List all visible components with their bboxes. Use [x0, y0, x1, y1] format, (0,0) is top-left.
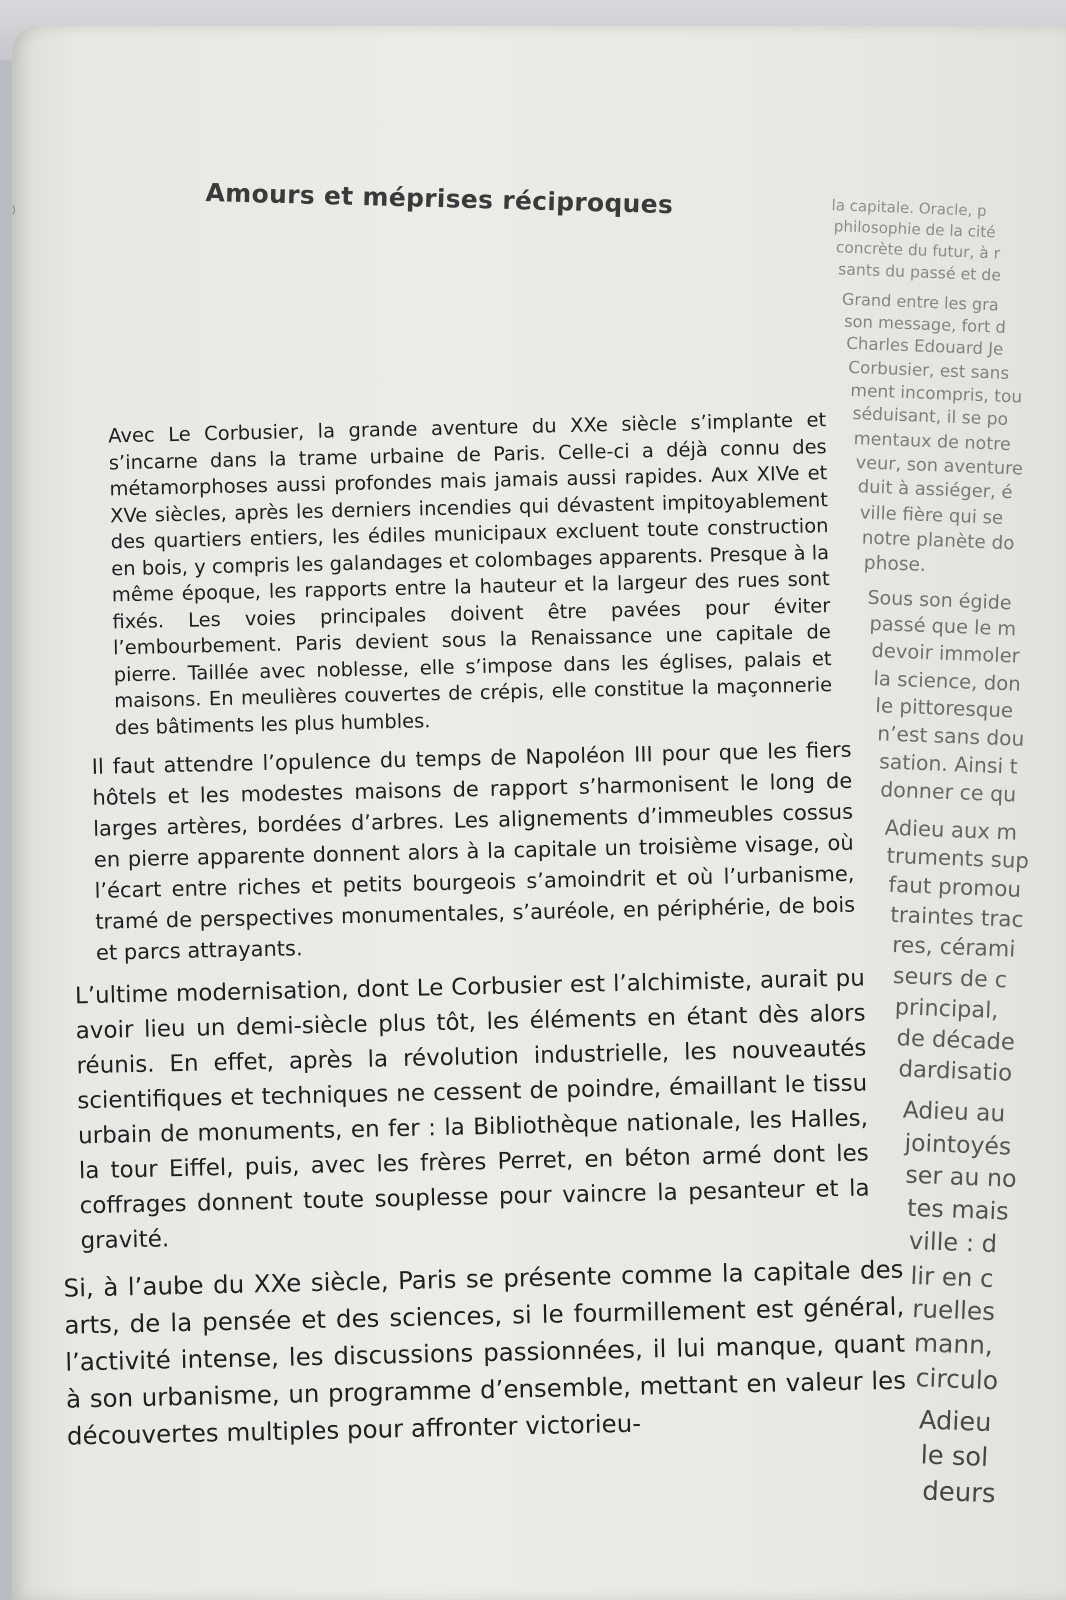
side-column-line: sation. Ainsi t: [878, 749, 1019, 779]
paragraph-3: L’ultime modernisation, dont Le Corbusier est l’alchimiste, aurait pu avoir lieu un demi-siècle plus tôt, les éléments en étant dès alors réunis. En effet, après la révolution industrielle, les nouveautés scientifiques et techniques ne cessent de poindre, émaillant le tissu urbain de monuments, en fer : la Bibliothèque nationale, les Halles, la tour Eiffel, puis, avec les frères Perret, en béton armé dont les coffrages donnent toute souplesse pour vaincre la pesanteur et la gravité.: [74, 965, 870, 1255]
side-column-line: Charles Edouard Je: [845, 334, 1004, 360]
side-column-line: traintes trac: [889, 902, 1024, 933]
section-heading: Amours et méprises réciproques: [205, 178, 674, 220]
side-column-line: Corbusier, est sans: [848, 357, 1010, 384]
side-column-line: Sous son égide: [867, 586, 1012, 615]
side-column-line: tes mais: [906, 1193, 1010, 1226]
adjacent-text-column: [780, 195, 1066, 1514]
side-column-line: n’est sans dou: [876, 720, 1025, 751]
side-column-line: Adieu au: [902, 1095, 1006, 1127]
side-column-line: mann,: [913, 1328, 994, 1361]
side-column-line: ville : d: [908, 1226, 998, 1259]
side-column-line: phose.: [863, 552, 927, 577]
main-text-column: [40, 407, 907, 1465]
side-column-line: jointoyés: [904, 1128, 1012, 1161]
side-column-line: séduisant, il se po: [852, 404, 1009, 430]
side-column-line: truments sup: [886, 843, 1030, 875]
side-column-line: devoir immoler: [871, 638, 1021, 668]
side-column-line: philosophie de la cité: [833, 216, 996, 242]
side-column-line: ruelles: [911, 1294, 996, 1327]
side-column-line: ment incompris, tou: [850, 380, 1023, 408]
side-column-line: res, cérami: [891, 932, 1016, 963]
side-column-line: mentaux de notre: [853, 428, 1012, 455]
side-column-line: notre planète do: [861, 527, 1015, 555]
side-column-line: principal,: [894, 993, 999, 1024]
side-column-line: sants du passé et de: [837, 259, 1002, 285]
side-column-line: concrète du futur, à r: [835, 237, 1001, 263]
side-column-line: duit à assiéger, é: [857, 476, 1013, 504]
side-column-line: dardisatio: [897, 1056, 1013, 1087]
side-column-line: le pittoresque: [874, 694, 1014, 723]
side-column-line: passé que le m: [869, 612, 1017, 641]
side-column-line: veur, son aventure: [855, 453, 1024, 480]
side-column-line: Adieu: [918, 1405, 992, 1439]
paragraph-1: Avec Le Corbusier, la grande aventure du XXe siècle s’implante et s’incarne dans la trame urbaine de Paris. Celle-ci a déjà connu des métamorphoses aussi profondes mais jamais aussi rapides. Aux XIVe et XVe siècles, après les derniers incendies qui dévastent impitoyablement des quartiers entiers, les édiles municipaux excluent toute construction en bois, y compris les galandages et colombages apparents. Presque à la même époque, les rapports entre la hauteur et la largeur des rues sont fixés. Les voies principales doivent être pavées pour éviter l’embourbement. Paris devient sous la Renaissance une capitale de pierre. Taillée avec noblesse, elle s’impose dans les églises, palais et maisons. En meulières couvertes de crépis, elle constitue la maçonnerie des bâtiments les plus humbles.: [108, 408, 833, 739]
side-column-line: Adieu aux m: [884, 814, 1018, 845]
side-column-line: son message, fort d: [843, 311, 1007, 337]
side-column-line: ville fière qui se: [859, 502, 1004, 529]
side-column-line: seurs de c: [892, 963, 1008, 994]
side-column-line: donner ce qu: [879, 777, 1017, 807]
paragraph-2: Il faut attendre l’opulence du temps de Napoléon III pour que les fiers hôtels et les modestes maisons de rapport s’harmonisent le long de larges artères, bordées d’arbres. Les alignements d’immeubles cossus en pierre apparente donnent alors à la capitale un troisième visage, où l’écart entre riches et petits bourgeois s’amoindrit et où l’urbanisme, tramé de perspectives monumentales, s’auréole, en périphérie, de bois et parcs attrayants.: [91, 737, 856, 965]
side-column-line: faut promou: [888, 873, 1022, 904]
side-column-line: circulo: [915, 1362, 999, 1395]
side-column-line: le sol: [920, 1440, 989, 1474]
side-column-line: de décade: [896, 1024, 1016, 1056]
side-column-line: la science, don: [873, 666, 1022, 696]
paragraph-4: Si, à l’aube du XXe siècle, Paris se présente comme la capitale des arts, de la pensée et des sciences, si le fourmillement est général, l’activité intense, les discussions passionnées, il lui manque, quant à son urbanisme, un programme d’ensemble, mettant en valeur les découvertes multiples pour affronter victorieu-: [63, 1254, 907, 1451]
side-column-line: ser au no: [904, 1160, 1018, 1194]
side-column-line: lir en c: [910, 1260, 995, 1293]
side-column-line: la capitale. Oracle, p: [831, 196, 987, 221]
side-column-line: Grand entre les gra: [841, 289, 1000, 315]
side-column-line: deurs: [921, 1476, 997, 1510]
page-edge-mark: ⟩: [12, 205, 16, 216]
